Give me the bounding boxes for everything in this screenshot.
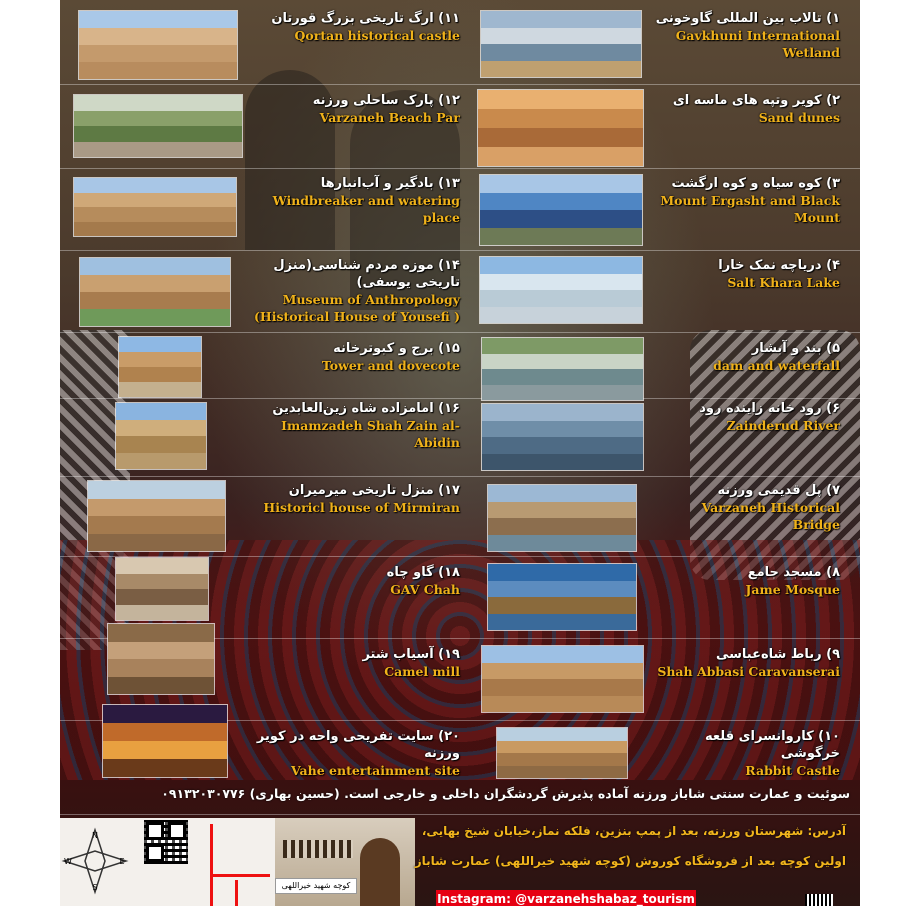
- place-number: ۱۱: [444, 11, 460, 26]
- place-title: ۹) رباط شاه‌عباسی: [715, 647, 840, 662]
- place-name-fa: پل قدیمی ورزنه: [717, 483, 822, 498]
- place-name-fa: سایت تفریحی واحه در کویر ورزنه: [256, 729, 460, 761]
- place-entry: [245, 728, 460, 779]
- place-photo: [115, 557, 209, 621]
- place-title: ۱۳) بادگیر و آب‌انبارها: [320, 176, 460, 191]
- place-entry: [245, 564, 460, 598]
- place-name-en: Qortan historical castle: [294, 28, 460, 43]
- place-name-fa: پارک ساحلی ورزنه: [312, 93, 434, 108]
- place-name-en: Tower and dovecote: [321, 358, 460, 373]
- place-title: ۳) کوه سیاه و کوه ارگشت: [671, 176, 840, 191]
- compass-e: E: [119, 857, 125, 866]
- place-title: ۲) کویر وتپه های ماسه ای: [672, 93, 840, 108]
- place-photo: [480, 10, 642, 78]
- place-title: ۱۲) پارک ساحلی ورزنه: [312, 93, 460, 108]
- building-photo: [275, 818, 415, 906]
- row-divider: [60, 332, 860, 333]
- place-title: ۶) رود خانه زاینده رود: [699, 401, 840, 416]
- place-name-fa: برج و کبوترخانه: [333, 341, 434, 356]
- place-photo: [487, 563, 637, 631]
- place-entry: [245, 340, 460, 374]
- place-number: ۵: [832, 341, 840, 356]
- place-entry: [655, 728, 840, 779]
- place-number: ۲۰: [444, 729, 460, 744]
- place-entry: [245, 92, 460, 126]
- place-photo: [115, 402, 207, 470]
- footer-divider: [60, 814, 860, 815]
- place-photo: [496, 727, 628, 779]
- place-name-fa: بادگیر و آب‌انبارها: [320, 176, 434, 191]
- place-name-fa: آسیاب شتر: [362, 647, 434, 662]
- place-name-fa: مسجد جامع: [747, 565, 822, 580]
- place-number: ۱۴: [444, 258, 460, 273]
- place-entry: [245, 400, 460, 451]
- map-road-vertical: [210, 824, 213, 906]
- place-name-en: Shah Abbasi Caravanserai: [657, 664, 840, 679]
- place-number: ۸: [832, 565, 840, 580]
- place-number: ۱۰: [824, 729, 840, 744]
- place-entry: [245, 175, 460, 226]
- place-name-en: Gavkhuni International Wetland: [675, 28, 840, 60]
- place-name-fa: کوه سیاه و کوه ارگشت: [671, 176, 822, 191]
- compass-icon: [60, 826, 130, 896]
- place-photo: [479, 174, 643, 246]
- place-title: ۲۰) سایت تفریحی واحه در کویر ورزنه: [256, 729, 460, 761]
- place-number: ۹: [832, 647, 840, 662]
- place-photo: [481, 645, 644, 713]
- place-name-en: Mount Ergasht and Black Mount: [660, 193, 840, 225]
- place-title: ۴) دریاچه نمک خارا: [718, 258, 840, 273]
- place-title: ۱۹) آسیاب شتر: [362, 647, 460, 662]
- place-number: ۱۷: [444, 483, 460, 498]
- place-name-en: Sand dunes: [758, 110, 840, 125]
- place-number: ۴: [832, 258, 840, 273]
- place-name-fa: بند و آبشار: [751, 341, 822, 356]
- footer: [60, 778, 860, 906]
- map-road-horizontal: [210, 874, 270, 877]
- place-name-en: Salt Khara Lake: [727, 275, 840, 290]
- place-title: ۱۴) موزه مردم شناسی(منزل تاریخی یوسفی): [273, 258, 460, 290]
- place-number: ۱۲: [444, 93, 460, 108]
- place-photo: [118, 336, 202, 398]
- place-title: ۱۷) منزل تاریخی میرمیران: [288, 483, 460, 498]
- address-line-2: اولین کوچه بعد از فروشگاه کوروش (کوچه شهید خیراللهی) عمارت شاباز: [414, 854, 846, 868]
- place-title: ۱۵) برج و کبوترخانه: [333, 341, 460, 356]
- row-divider: [60, 84, 860, 85]
- place-name-en: Imamzadeh Shah Zain al-Abidin: [281, 418, 460, 450]
- place-title: ۱) تالاب بین المللی گاوخونی: [655, 11, 840, 26]
- place-number: ۱۳: [444, 176, 460, 191]
- place-number: ۱: [832, 11, 840, 26]
- row-divider: [60, 250, 860, 251]
- place-title: ۸) مسجد جامع: [747, 565, 840, 580]
- place-photo: [73, 94, 243, 158]
- place-name-fa: ارگ تاریخی بزرگ قورتان: [271, 11, 434, 26]
- poster: [60, 0, 860, 906]
- place-name-en: Zainderud River: [726, 418, 840, 433]
- place-number: ۲: [832, 93, 840, 108]
- place-entry: [655, 257, 840, 291]
- place-entry: [655, 564, 840, 598]
- place-name-fa: رود خانه زاینده رود: [699, 401, 822, 416]
- place-entry: [655, 10, 840, 61]
- place-number: ۳: [832, 176, 840, 191]
- place-title: ۱۸) گاو چاه: [386, 565, 460, 580]
- place-entry: [245, 10, 460, 44]
- place-name-en: Vahe entertainment site: [290, 763, 460, 778]
- row-divider: [60, 168, 860, 169]
- place-photo: [73, 177, 237, 237]
- place-name-fa: امامزاده شاه زین‌العابدین: [272, 401, 434, 416]
- place-photo: [481, 337, 644, 401]
- instagram-handle[interactable]: Instagram: @varzanehshabaz_tourism: [437, 892, 695, 906]
- place-name-en: Varzaneh Beach Par: [319, 110, 460, 125]
- place-title: ۷) پل قدیمی ورزنه: [717, 483, 840, 498]
- place-title: ۱۱) ارگ تاریخی بزرگ قورتان: [271, 11, 460, 26]
- place-name-fa: کویر وتپه های ماسه ای: [672, 93, 822, 108]
- place-number: ۱۹: [444, 647, 460, 662]
- place-entry: [245, 482, 460, 516]
- place-name-en: Historicl house of Mirmiran: [263, 500, 460, 515]
- row-divider: [60, 398, 860, 399]
- place-photo: [102, 704, 228, 778]
- location-map: [60, 818, 415, 906]
- place-name-fa: رباط شاه‌عباسی: [715, 647, 822, 662]
- place-number: ۱۶: [444, 401, 460, 416]
- place-entry: [245, 646, 460, 680]
- compass-w: W: [64, 857, 72, 866]
- place-entry: [655, 400, 840, 434]
- place-number: ۶: [832, 401, 840, 416]
- place-entry: [655, 92, 840, 126]
- place-name-en: Jame Mosque: [745, 582, 840, 597]
- place-name-en: Windbreaker and watering place: [272, 193, 460, 225]
- place-name-en: Rabbit Castle: [745, 763, 840, 778]
- place-entry: [655, 646, 840, 680]
- place-entry: [655, 175, 840, 226]
- place-title: ۵) بند و آبشار: [751, 341, 840, 356]
- place-photo: [477, 89, 644, 167]
- place-photo: [87, 480, 226, 552]
- place-photo: [481, 403, 644, 471]
- place-photo: [107, 623, 215, 695]
- place-number: ۱۸: [444, 565, 460, 580]
- map-road-side: [235, 880, 238, 906]
- place-number: ۷: [832, 483, 840, 498]
- place-name-en: GAV Chah: [390, 582, 460, 597]
- place-entry: [655, 482, 840, 533]
- place-entry: [655, 340, 840, 374]
- place-name-en: Camel mill: [384, 664, 460, 679]
- place-entry: [245, 257, 460, 325]
- compass-s: S: [92, 883, 98, 892]
- place-title: ۱۶) امامزاده شاه زین‌العابدین: [272, 401, 460, 416]
- place-name-fa: منزل تاریخی میرمیران: [288, 483, 434, 498]
- place-name-fa: دریاچه نمک خارا: [718, 258, 822, 273]
- place-number: ۱۵: [444, 341, 460, 356]
- qr-code[interactable]: [144, 820, 188, 864]
- qr-code-small[interactable]: [805, 894, 833, 906]
- place-name-fa: موزه مردم شناسی(منزل تاریخی یوسفی): [273, 258, 460, 290]
- compass-n: N: [92, 831, 98, 840]
- street-sign: کوچه شهید خیراللهی: [275, 878, 357, 894]
- place-photo: [78, 10, 238, 80]
- place-name-en: Museum of Anthropology (Historical House of Yousefi ): [253, 292, 460, 324]
- place-name-fa: گاو چاه: [386, 565, 434, 580]
- place-name-fa: کاروانسرای قلعه خرگوشی: [705, 729, 840, 761]
- place-photo: [487, 484, 637, 552]
- place-name-fa: تالاب بین المللی گاوخونی: [655, 11, 822, 26]
- contact-line: سوئیت و عمارت سنتی شاباز ورزنه آماده پذیرش گردشگران داخلی و خارجی است. (حسین بهاری) ۰۹۱۳۲۰۳۰۷۷۶: [161, 786, 850, 801]
- place-title: ۱۰) کاروانسرای قلعه خرگوشی: [705, 729, 840, 761]
- place-name-en: dam and waterfall: [713, 358, 840, 373]
- address-line-1: آدرس: شهرستان ورزنه، بعد از پمپ بنزین، فلکه نماز،خیابان شیخ بهایی،: [421, 824, 846, 838]
- row-divider: [60, 476, 860, 477]
- place-photo: [79, 257, 231, 327]
- place-name-en: Varzaneh Historical Bridge: [701, 500, 840, 532]
- place-photo: [479, 256, 643, 324]
